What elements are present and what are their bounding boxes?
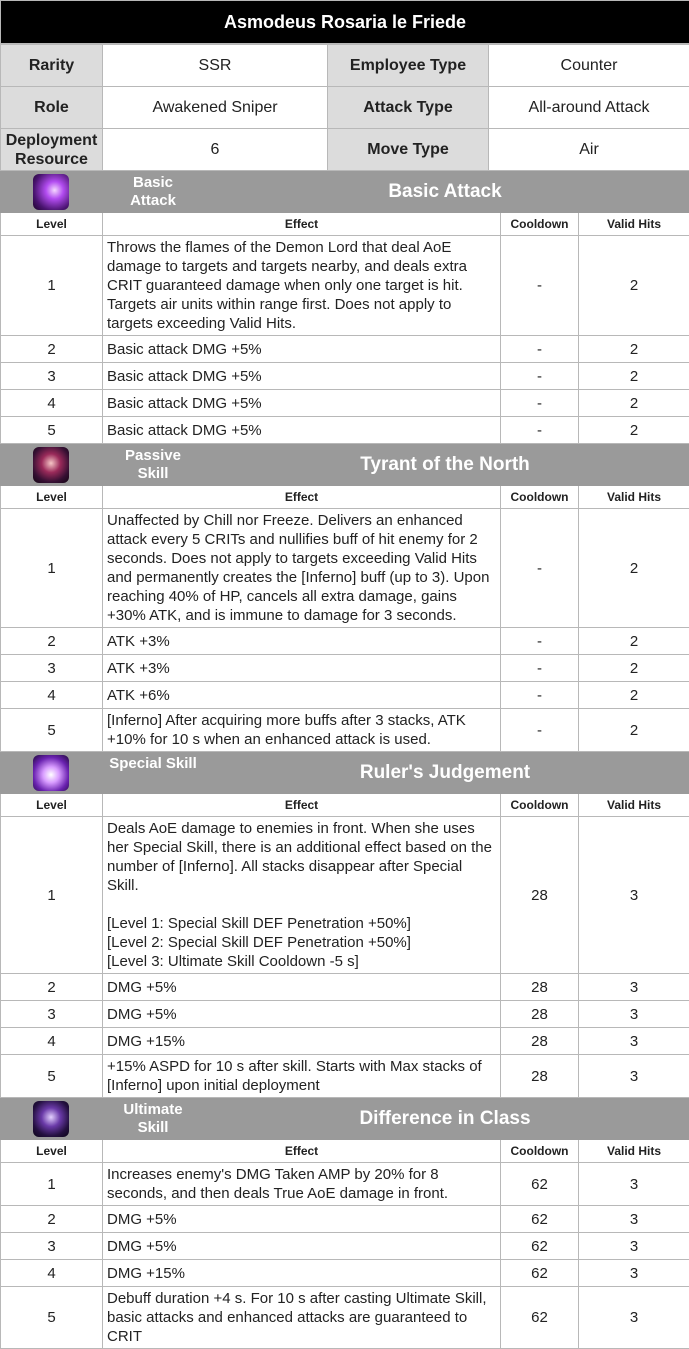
effect-text: DMG +5%	[107, 1237, 496, 1256]
effect-extra-line: [Level 2: Special Skill DEF Penetration +50%]	[107, 933, 496, 952]
effect-text: DMG +5%	[107, 1005, 496, 1024]
column-header-row	[1, 1140, 689, 1163]
cooldown-cell: 62	[501, 1206, 579, 1233]
cooldown-cell: 28	[501, 1028, 579, 1055]
skill-level-row	[1, 682, 689, 709]
cooldown-cell: -	[501, 628, 579, 655]
column-level: Level	[1, 1140, 103, 1163]
ultimate-skill-icon	[33, 1101, 69, 1137]
cooldown-cell: -	[501, 655, 579, 682]
valid-hits-cell: 3	[579, 1260, 689, 1287]
info-row-role	[1, 87, 689, 129]
effect-cell	[103, 390, 501, 417]
level-cell: 5	[1, 709, 103, 752]
effect-cell	[103, 817, 501, 974]
column-header-row	[1, 213, 689, 236]
column-level: Level	[1, 213, 103, 236]
skill-header	[1, 445, 689, 486]
valid-hits-cell: 3	[579, 1163, 689, 1206]
skill-level-row	[1, 417, 689, 444]
effect-text: DMG +5%	[107, 1210, 496, 1229]
cooldown-cell: 28	[501, 1001, 579, 1028]
valid-hits-cell: 3	[579, 1001, 689, 1028]
skill-level-row	[1, 817, 689, 974]
skill-level-row	[1, 1233, 689, 1260]
level-cell: 2	[1, 974, 103, 1001]
column-effect: Effect	[103, 213, 501, 236]
level-cell: 3	[1, 1233, 103, 1260]
deployment-resource-label: Deployment Resource	[1, 129, 103, 171]
effect-text: ATK +3%	[107, 659, 496, 678]
skill-name: Ruler's Judgement	[231, 753, 659, 793]
skill-name: Difference in Class	[231, 1099, 659, 1139]
effect-cell	[103, 417, 501, 444]
column-header-row	[1, 794, 689, 817]
cooldown-cell: 62	[501, 1163, 579, 1206]
skill-level-row	[1, 1163, 689, 1206]
skill-table	[0, 171, 689, 444]
effect-text: ATK +6%	[107, 686, 496, 705]
cooldown-cell: -	[501, 682, 579, 709]
skill-header-inner	[1, 445, 689, 485]
info-row-deployment-resource	[1, 129, 689, 171]
cooldown-cell: -	[501, 336, 579, 363]
level-cell: 1	[1, 817, 103, 974]
column-valid-hits: Valid Hits	[579, 486, 689, 509]
column-cooldown: Cooldown	[501, 213, 579, 236]
effect-cell	[103, 1287, 501, 1349]
skill-header-cell	[1, 172, 689, 213]
level-cell: 1	[1, 509, 103, 628]
level-cell: 3	[1, 655, 103, 682]
skill-level-row	[1, 655, 689, 682]
valid-hits-cell: 2	[579, 509, 689, 628]
skill-category: Basic Attack	[109, 174, 197, 210]
level-cell: 4	[1, 1028, 103, 1055]
move-type-value: Air	[489, 129, 689, 171]
valid-hits-cell: 2	[579, 417, 689, 444]
cooldown-cell: 28	[501, 817, 579, 974]
level-cell: 3	[1, 1001, 103, 1028]
column-header-row	[1, 486, 689, 509]
skill-table	[0, 752, 689, 1098]
valid-hits-cell: 3	[579, 1028, 689, 1055]
cooldown-cell: 28	[501, 974, 579, 1001]
skill-level-row	[1, 709, 689, 752]
skill-header-inner	[1, 753, 689, 793]
skill-header-inner	[1, 172, 689, 212]
cooldown-cell: 62	[501, 1233, 579, 1260]
skill-level-row	[1, 1055, 689, 1098]
level-cell: 1	[1, 1163, 103, 1206]
valid-hits-cell: 3	[579, 1055, 689, 1098]
effect-text: ATK +3%	[107, 632, 496, 651]
skill-level-row	[1, 236, 689, 336]
effect-text: Unaffected by Chill nor Freeze. Delivers an enhanced attack every 5 CRITs and nullifies buff of hit enemy for 2 seconds. Does not apply to targets exceeding Valid Hits and permanently creates the [Inferno] buff (up to 3). Upon reaching 40% of HP, cancels all extra damage, gains +30% ATK, and is immune to damage for 3 seconds.	[107, 511, 496, 625]
valid-hits-cell: 3	[579, 1206, 689, 1233]
effect-text: DMG +15%	[107, 1032, 496, 1051]
column-level: Level	[1, 486, 103, 509]
effect-cell	[103, 336, 501, 363]
skill-level-row	[1, 390, 689, 417]
level-cell: 4	[1, 1260, 103, 1287]
basic-attack-icon	[33, 174, 69, 210]
cooldown-cell: -	[501, 709, 579, 752]
deployment-resource-value: 6	[103, 129, 328, 171]
info-row-rarity	[1, 45, 689, 87]
character-table	[0, 0, 689, 44]
skill-header	[1, 753, 689, 794]
column-valid-hits: Valid Hits	[579, 213, 689, 236]
move-type-label: Move Type	[328, 129, 489, 171]
column-effect: Effect	[103, 794, 501, 817]
valid-hits-cell: 2	[579, 336, 689, 363]
valid-hits-cell: 2	[579, 363, 689, 390]
column-cooldown: Cooldown	[501, 1140, 579, 1163]
attack-type-value: All-around Attack	[489, 87, 689, 129]
valid-hits-cell: 2	[579, 390, 689, 417]
skill-level-row	[1, 1206, 689, 1233]
effect-text: Debuff duration +4 s. For 10 s after casting Ultimate Skill, basic attacks and enhanced attacks are guaranteed to CRIT	[107, 1289, 496, 1346]
effect-extra-line: [Level 1: Special Skill DEF Penetration +50%]	[107, 914, 496, 933]
effect-text: Basic attack DMG +5%	[107, 367, 496, 386]
effect-cell	[103, 655, 501, 682]
skill-level-row	[1, 1287, 689, 1349]
employee-type-label: Employee Type	[328, 45, 489, 87]
effect-text: Basic attack DMG +5%	[107, 421, 496, 440]
skill-level-row	[1, 974, 689, 1001]
column-valid-hits: Valid Hits	[579, 794, 689, 817]
level-cell: 1	[1, 236, 103, 336]
effect-cell	[103, 363, 501, 390]
effect-text: Basic attack DMG +5%	[107, 340, 496, 359]
valid-hits-cell: 3	[579, 974, 689, 1001]
effect-text: [Inferno] After acquiring more buffs after 3 stacks, ATK +10% for 10 s when an enhanced attack is used.	[107, 711, 496, 749]
effect-text: Deals AoE damage to enemies in front. When she uses her Special Skill, there is an additional effect based on the number of [Inferno]. All stacks disappear after Special Skill.	[107, 819, 496, 895]
attack-type-label: Attack Type	[328, 87, 489, 129]
column-effect: Effect	[103, 486, 501, 509]
skill-category: Passive Skill	[109, 447, 197, 483]
skill-header-inner	[1, 1099, 689, 1139]
effect-extra-line: [Level 3: Ultimate Skill Cooldown -5 s]	[107, 952, 496, 971]
column-cooldown: Cooldown	[501, 486, 579, 509]
effect-cell	[103, 236, 501, 336]
skill-table	[0, 1098, 689, 1349]
skill-level-row	[1, 509, 689, 628]
level-cell: 2	[1, 1206, 103, 1233]
skill-header-cell	[1, 445, 689, 486]
page-title: Asmodeus Rosaria le Friede	[1, 1, 689, 44]
skill-level-row	[1, 1001, 689, 1028]
valid-hits-cell: 2	[579, 628, 689, 655]
effect-cell	[103, 1028, 501, 1055]
valid-hits-cell: 3	[579, 1233, 689, 1260]
skill-name: Basic Attack	[231, 172, 659, 212]
effect-text: DMG +5%	[107, 978, 496, 997]
column-cooldown: Cooldown	[501, 794, 579, 817]
effect-text: DMG +15%	[107, 1264, 496, 1283]
skill-header	[1, 172, 689, 213]
special-skill-icon	[33, 755, 69, 791]
skill-category: Special Skill	[109, 755, 197, 773]
effect-cell	[103, 974, 501, 1001]
effect-cell	[103, 1055, 501, 1098]
rarity-label: Rarity	[1, 45, 103, 87]
effect-cell	[103, 1001, 501, 1028]
effect-text: Throws the flames of the Demon Lord that deal AoE damage to targets and targets nearby, and deals extra CRIT guaranteed damage when only one target is hit. Targets air units within range first. Does not apply to targets exceeding Valid Hits.	[107, 238, 496, 333]
level-cell: 4	[1, 390, 103, 417]
employee-type-value: Counter	[489, 45, 689, 87]
effect-text: Increases enemy's DMG Taken AMP by 20% for 8 seconds, and then deals True AoE damage in front.	[107, 1165, 496, 1203]
cooldown-cell: -	[501, 236, 579, 336]
level-cell: 3	[1, 363, 103, 390]
passive-skill-icon	[33, 447, 69, 483]
effect-cell	[103, 628, 501, 655]
skill-table	[0, 444, 689, 752]
effect-cell	[103, 682, 501, 709]
valid-hits-cell: 2	[579, 236, 689, 336]
level-cell: 4	[1, 682, 103, 709]
effect-cell	[103, 709, 501, 752]
info-table	[0, 44, 689, 171]
cooldown-cell: -	[501, 390, 579, 417]
skills-section	[0, 171, 689, 1349]
valid-hits-cell: 3	[579, 1287, 689, 1349]
valid-hits-cell: 3	[579, 817, 689, 974]
skill-header-cell	[1, 1099, 689, 1140]
cooldown-cell: -	[501, 363, 579, 390]
skill-name: Tyrant of the North	[231, 445, 659, 485]
effect-cell	[103, 509, 501, 628]
effect-text: +15% ASPD for 10 s after skill. Starts with Max stacks of [Inferno] upon initial deployment	[107, 1057, 496, 1095]
level-cell: 5	[1, 1287, 103, 1349]
cooldown-cell: 62	[501, 1260, 579, 1287]
effect-text: Basic attack DMG +5%	[107, 394, 496, 413]
effect-cell	[103, 1206, 501, 1233]
skill-level-row	[1, 1028, 689, 1055]
effect-cell	[103, 1163, 501, 1206]
skill-level-row	[1, 336, 689, 363]
role-label: Role	[1, 87, 103, 129]
effect-gap	[107, 895, 496, 914]
effect-cell	[103, 1233, 501, 1260]
skill-header	[1, 1099, 689, 1140]
skill-level-row	[1, 363, 689, 390]
valid-hits-cell: 2	[579, 655, 689, 682]
skill-category: Ultimate Skill	[109, 1101, 197, 1137]
column-valid-hits: Valid Hits	[579, 1140, 689, 1163]
rarity-value: SSR	[103, 45, 328, 87]
level-cell: 5	[1, 417, 103, 444]
column-level: Level	[1, 794, 103, 817]
level-cell: 2	[1, 336, 103, 363]
cooldown-cell: 28	[501, 1055, 579, 1098]
valid-hits-cell: 2	[579, 682, 689, 709]
cooldown-cell: 62	[501, 1287, 579, 1349]
skill-level-row	[1, 628, 689, 655]
cooldown-cell: -	[501, 509, 579, 628]
cooldown-cell: -	[501, 417, 579, 444]
role-value: Awakened Sniper	[103, 87, 328, 129]
level-cell: 2	[1, 628, 103, 655]
level-cell: 5	[1, 1055, 103, 1098]
skill-level-row	[1, 1260, 689, 1287]
skill-header-cell	[1, 753, 689, 794]
effect-cell	[103, 1260, 501, 1287]
column-effect: Effect	[103, 1140, 501, 1163]
valid-hits-cell: 2	[579, 709, 689, 752]
